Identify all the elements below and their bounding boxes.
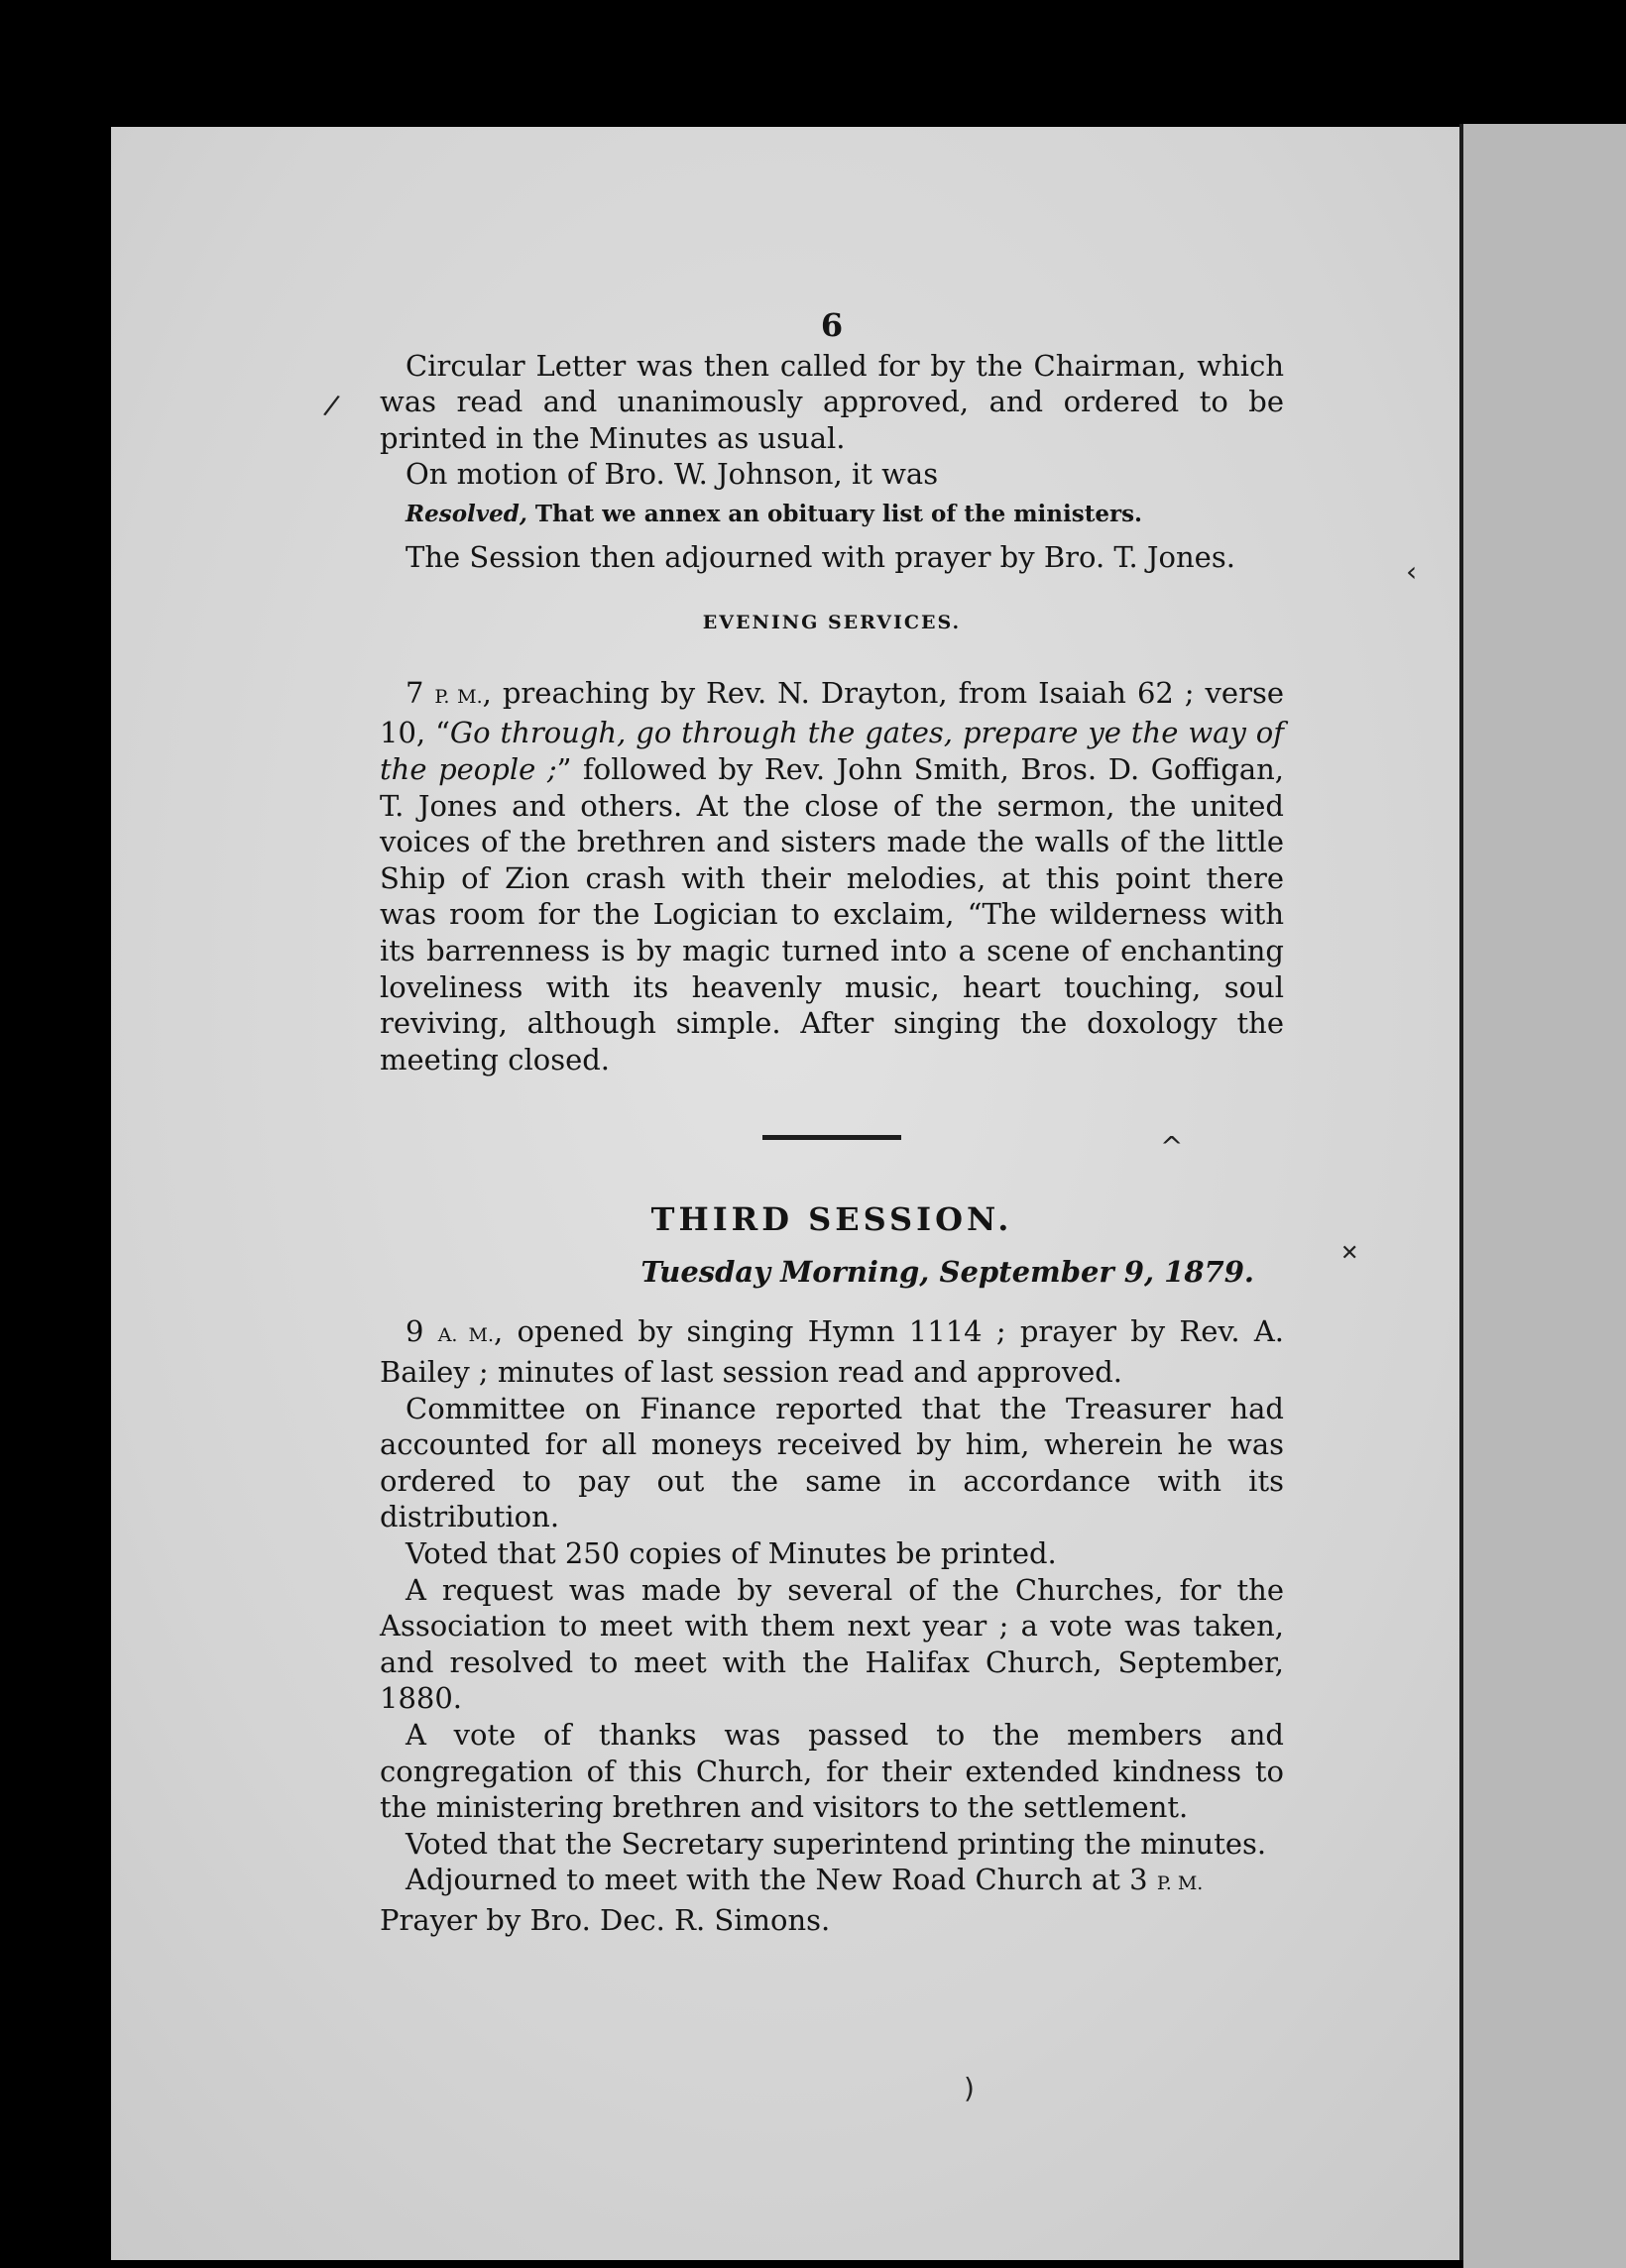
margin-mark: ✕	[1340, 1241, 1359, 1266]
page-gutter	[1459, 124, 1463, 2260]
closing-prayer-line: Prayer by Bro. Dec. R. Simons.	[380, 1902, 831, 1937]
adjourned-time-unit: P. M.	[1156, 1872, 1204, 1895]
opening-time-number: 9	[406, 1314, 424, 1349]
page-number: 6	[820, 306, 844, 344]
opening-time-unit: A. M.	[437, 1324, 495, 1347]
copies-paragraph: Voted that 250 copies of Minutes be printed.	[406, 1536, 1057, 1571]
adjourned-paragraph	[380, 1862, 1284, 1902]
circular-letter-paragraph: Circular Letter was then called for by the Chairman, which was read and unanimously approved, and ordered to be printed in the Minutes as usual.	[380, 348, 1284, 455]
margin-mark: ‹	[1406, 555, 1418, 588]
opening-text: , opened by singing Hymn 1114 ; prayer by Rev. A. Bailey ; minutes of last session read and approved.	[380, 1314, 1284, 1390]
opening-paragraph	[380, 1313, 1284, 1390]
resolved-text: That we annex an obituary list of the ministers.	[534, 500, 1143, 527]
facing-page-edge	[1463, 124, 1626, 2268]
evening-quote: Go through, go through the gates, prepare ye the way of the people ;	[380, 716, 1285, 786]
resolved-line	[380, 497, 1284, 533]
evening-time-unit: P. M.	[434, 685, 483, 708]
evening-paragraph	[380, 675, 1284, 1078]
document-body	[380, 307, 1284, 1939]
motion-paragraph: On motion of Bro. W. Johnson, it was	[406, 457, 939, 492]
request-paragraph: A request was made by several of the Churches, for the Association to meet with them next year ; a vote was taken, and resolved to meet with the Halifax Church, September, 1880.	[380, 1572, 1284, 1716]
adjourn-paragraph: The Session then adjourned with prayer by Bro. T. Jones.	[406, 539, 1235, 574]
margin-mark: /	[321, 388, 342, 422]
thanks-paragraph: A vote of thanks was passed to the members and congregation of this Church, for their extended kindness to the ministering brethren and visitors to the settlement.	[380, 1718, 1284, 1825]
secretary-paragraph: Voted that the Secretary superintend printing the minutes.	[406, 1826, 1267, 1861]
third-session-heading: THIRD SESSION.	[650, 1200, 1013, 1239]
margin-mark: )	[964, 2072, 975, 2104]
evening-text-a: , preaching by Rev. N. Drayton, from Isaiah 62 ; verse 10, “	[380, 675, 1284, 750]
resolved-lead: Resolved,	[406, 500, 527, 527]
section-divider	[762, 1135, 901, 1140]
session-date: Tuesday Morning, September 9, 1879.	[640, 1254, 1254, 1289]
finance-paragraph: Committee on Finance reported that the Treasurer had accounted for all moneys received by him, wherein he was ordered to pay out the same in accordance with its distribution.	[380, 1391, 1284, 1534]
evening-services-heading: EVENING SERVICES.	[702, 612, 962, 634]
adjourned-text: Adjourned to meet with the New Road Church at 3	[406, 1863, 1148, 1897]
evening-text-b: ” followed by Rev. John Smith, Bros. D. Goffigan, T. Jones and others. At the close of the sermon, the united voices of the brethren and sisters made the walls of the little Ship of Zion crash with their melodies, at this point there was room for the Logician to exclaim, “The wilderness with its barrenness is by magic turned into a scene of enchanting loveliness with its heavenly music, heart touching, soul reviving, although simple. After singing the doxology the meeting closed.	[380, 751, 1285, 1077]
evening-time-number: 7	[406, 675, 424, 710]
margin-mark: ^	[1160, 1130, 1184, 1163]
